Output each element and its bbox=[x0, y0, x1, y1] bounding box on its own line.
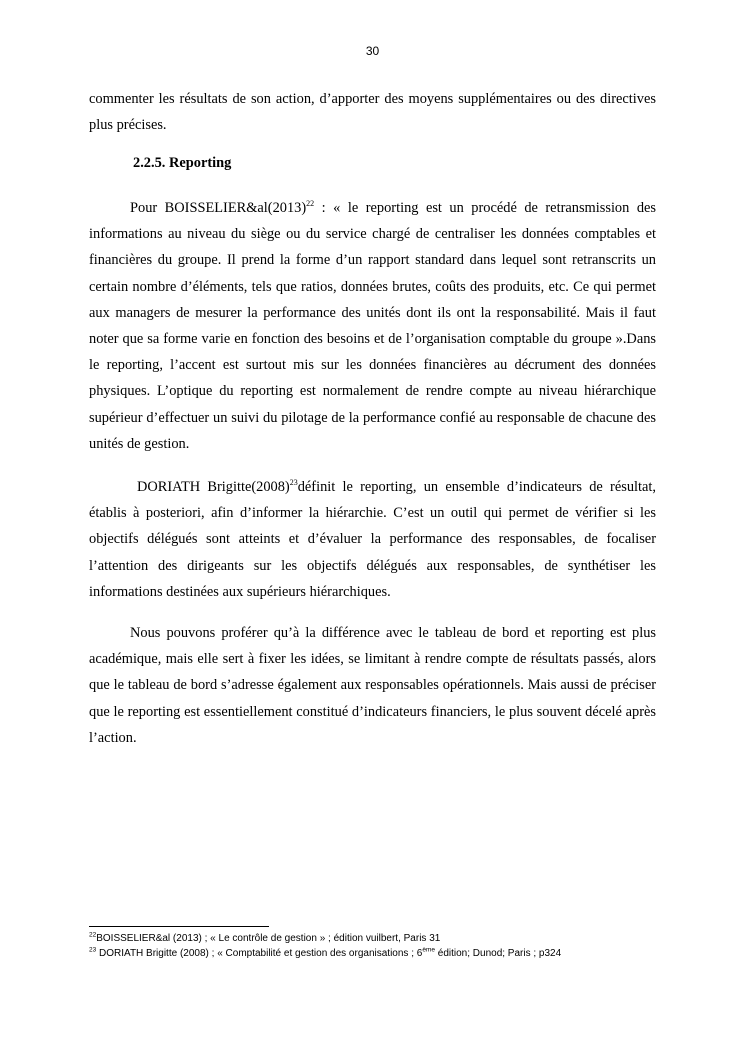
footnote-text-end: édition; Dunod; Paris ; p324 bbox=[434, 948, 562, 959]
author-citation: DORIATH Brigitte(2008) bbox=[137, 479, 290, 495]
footnote-superscript: ème bbox=[422, 946, 435, 954]
paragraph-text: définit le reporting, un ensemble d’indicateurs de résultat, établis à posteriori, afin d’informer la hiérarchie. C’est un outil qui permet de vérifier si les objectifs délégués sont atteints et d’évaluer la performance des responsables, de focaliser l’attention des dirigeants sur les objectifs délégués aux responsables, de synthétiser les informations destinées aux supérieurs hiérarchiques. bbox=[89, 479, 656, 600]
paragraph-boisselier bbox=[89, 195, 656, 457]
footnote-ref-22[interactable]: 22 bbox=[306, 199, 315, 209]
footnote-number: 23 bbox=[89, 946, 97, 954]
page-number: 30 bbox=[365, 44, 380, 58]
paragraph-conclusion: Nous pouvons proférer qu’à la différence avec le tableau de bord et reporting est plus académique, mais elle sert à fixer les idées, se limitant à rendre compte de résultats passés, alors que le tableau de bord s’adresse également aux responsables opérationnels. Mais aussi de préciser que le reporting est essentiellement constitué d’indicateurs financiers, le plus souvent décelé après l’action. bbox=[89, 625, 656, 746]
author-citation: Pour BOISSELIER&al(2013) bbox=[130, 200, 307, 216]
section-heading: 2.2.5. Reporting bbox=[133, 155, 232, 171]
footnote-text: BOISSELIER&al (2013) ; « Le contrôle de gestion » ; édition vuilbert, Paris 31 bbox=[96, 933, 441, 944]
paragraph-continuation: commenter les résultats de son action, d’apporter des moyens supplémentaires ou des directives plus précises. bbox=[89, 91, 656, 134]
paragraph-text: : « le reporting est un procédé de retransmission des informations au niveau du siège ou du service chargé de centraliser les données comptables et financières du groupe. Il prend la forme d’un rapport standard dans lequel sont retranscrits un certain nombre d’éléments, tels que ratios, données brutes, coûts des produits, etc. Ce qui permet aux managers de mesurer la performance des unités dont ils ont la responsabilité. Mais il faut noter que sa forme varie en fonction des besoins et de l’organisation comptable du groupe ».Dans le reporting, l’accent est surtout mis sur les données financières au décrument des données physiques. L’optique du reporting est normalement de rendre compte au niveau hiérarchique supérieur d’effectuer un suivi du pilotage de la performance confié au responsable de chacune des unités de gestion. bbox=[89, 200, 656, 452]
footnote-text: DORIATH Brigitte (2008) ; « Comptabilité et gestion des organisations ; 6 bbox=[96, 948, 423, 959]
footnote-ref-23[interactable]: 23 bbox=[289, 478, 298, 488]
footnote-number: 22 bbox=[89, 931, 97, 939]
paragraph-doriath bbox=[89, 474, 656, 605]
footnote-22 bbox=[89, 933, 440, 944]
footnote-23 bbox=[89, 948, 561, 959]
footnote-separator bbox=[89, 926, 269, 927]
